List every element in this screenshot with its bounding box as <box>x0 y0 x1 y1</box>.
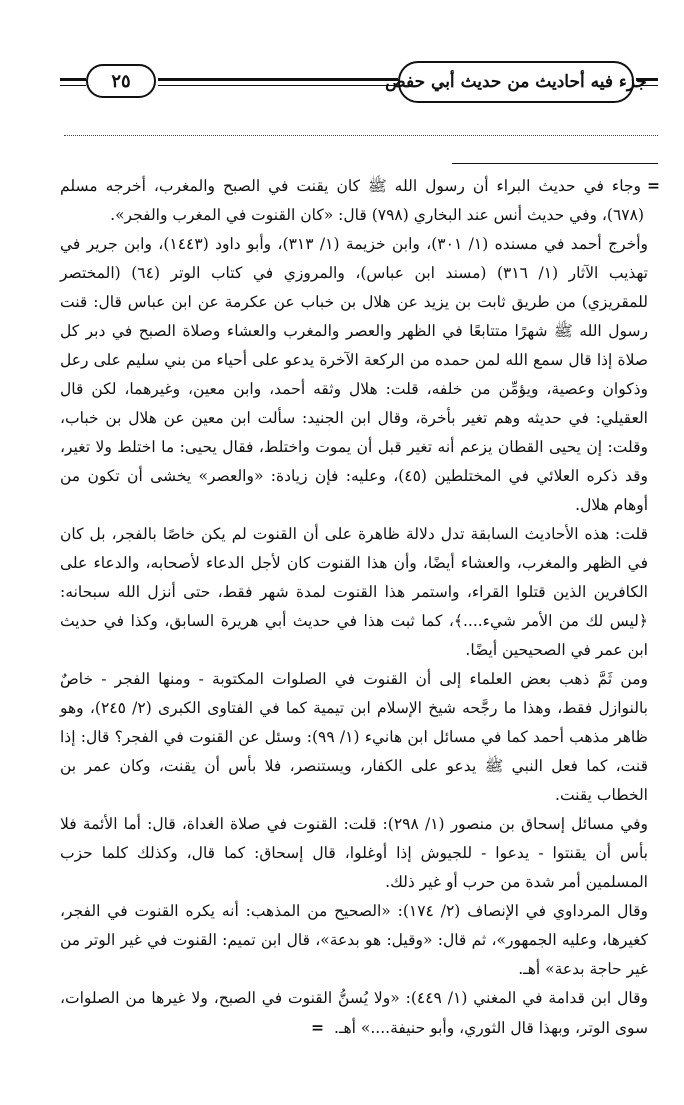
header-rule-middle-top <box>158 78 398 81</box>
paragraph-text: وجاء في حديث البراء أن رسول الله ﷺ كان يقنت في الصبح والمغرب، أخرجه مسلم (٦٧٨)، وفي حديث أنس عند البخاري (٧٩٨) قال: «كان القنوت في المغرب والفجر». <box>60 177 644 224</box>
paragraph-mardawi-insaf: وقال المرداوي في الإنصاف (٢/ ١٧٤): «الصحيح من المذهب: أنه يكره القنوت في الفجر، كغيرها، وعليه الجمهور»، ثم قال: «وقيل: هو بدعة»، قال ابن تميم: القنوت في غير الوتر من غير حاجة بدعة» أهـ. <box>60 902 648 978</box>
running-title: جزء فيه أحاديث من حديث أبي حفص <box>398 61 634 103</box>
header-rule-left-top <box>60 78 86 81</box>
footnote-rule <box>452 163 658 164</box>
header-rule-middle-bottom <box>158 85 398 86</box>
paragraph-ibn-abbas-takhrij: وأخرج أحمد في مسنده (١/ ٣٠١)، وابن خزيمة (١/ ٣١٣)، وأبو داود (١٤٤٣)، وابن جرير في تهذيب الآثار (١/ ٣١٦) (مسند ابن عباس)، والمروزي في كتاب الوتر (٦٤) (المختصر للمقريزي) من طريق ثابت بن يزيد عن هلال بن خباب عن عكرمة عن ابن عباس قال: قنت رسول الله ﷺ شهرًا متتابعًا في الظهر والعصر والمغرب والعشاء وصلاة الصبح في دبر كل صلاة إذا قال سمع الله لمن حمده من الركعة الآخرة يدعو على أحياء من بني سليم على رعل وذكوان وعصية، ويؤمِّن من خلفه، قلت: هلال وثقه أحمد، وابن معين، وغيرهما، لكن قال العقيلي: في حديثه وهم تغير بأخرة، وقال ابن الجنيد: سألت ابن معين عن هلال بن خباب، وقلت: إن يحيى القطان يزعم أنه تغير قبل أن يموت واختلط، فقال يحيى: ما اختلط ولا تغير، وقد ذكره العلائي في المختلطين (٤٥)، وعليه: فإن زيادة: «والعصر» يخشى أن تكون من أوهام هلال. <box>60 235 648 514</box>
header-dotted-separator <box>64 135 658 136</box>
continuation-marker-end: = <box>311 1018 325 1037</box>
continuation-marker: = <box>647 176 660 195</box>
paragraph-qultu-conclusion: قلت: هذه الأحاديث السابقة تدل دلالة ظاهرة على أن القنوت لم يكن خاصًا بالفجر، بل كان في الظهر والمغرب، والعشاء أيضًا، وأن هذا القنوت كان لأجل الدعاء لأصحابه، والدعاء على الكافرين الذين قتلوا القراء، واستمر هذا القنوت لمدة شهر فقط، حتى أنزل الله سبحانه: ﴿ليس لك من الأمر شيء....﴾، كما ثبت هذا في حديث أبي هريرة السابق، وكذا في حديث ابن عمر في الصحيحين أيضًا. <box>60 525 648 659</box>
paragraph-nawazil: ومن ثَمَّ ذهب بعض العلماء إلى أن القنوت في الصلوات المكتوبة - ومنها الفجر - خاصٌ بالنوازل فقط، وهذا ما رجَّحه شيخ الإسلام ابن تيمية كما في الفتاوى الكبرى (٢/ ٢٤٥)، وهو ظاهر مذهب أحمد كما في مسائل ابن هانيء (١/ ٩٩): وسئل عن القنوت في الفجر؟ قال: إذا قنت، كما فعل النبي ﷺ يدعو على الكفار، ويستنصر، فلا بأس أن يقنت، وكان عمر بن الخطاب يقنت. <box>60 670 648 804</box>
footnote-body <box>60 171 660 1043</box>
paragraph-ishaq-masail: وفي مسائل إسحاق بن منصور (١/ ٢٩٨): قلت: القنوت في صلاة الغداة، قال: أما الأئمة فلا بأس أن يقنتوا - يدعوا - للجيوش إذا أوغلوا، قال إسحاق: كما قال، وكذلك كلما حزب المسلمين أمر شدة من حرب أو غير ذلك. <box>60 815 649 891</box>
paragraph-text: وقال ابن قدامة في المغني (١/ ٤٤٩): «ولا يُسنُّ القنوت في الصبح، ولا غيرها من الصلوات، سوى الوتر، وبهذا قال الثوري، وأبو حنيفة....» أهـ. <box>60 989 648 1037</box>
paragraph-bara-hadith <box>60 171 660 230</box>
page-number: ٢٥ <box>86 64 156 98</box>
header-rule-left-bottom <box>60 85 86 86</box>
paragraph-ibn-qudama-mughni <box>60 984 660 1043</box>
